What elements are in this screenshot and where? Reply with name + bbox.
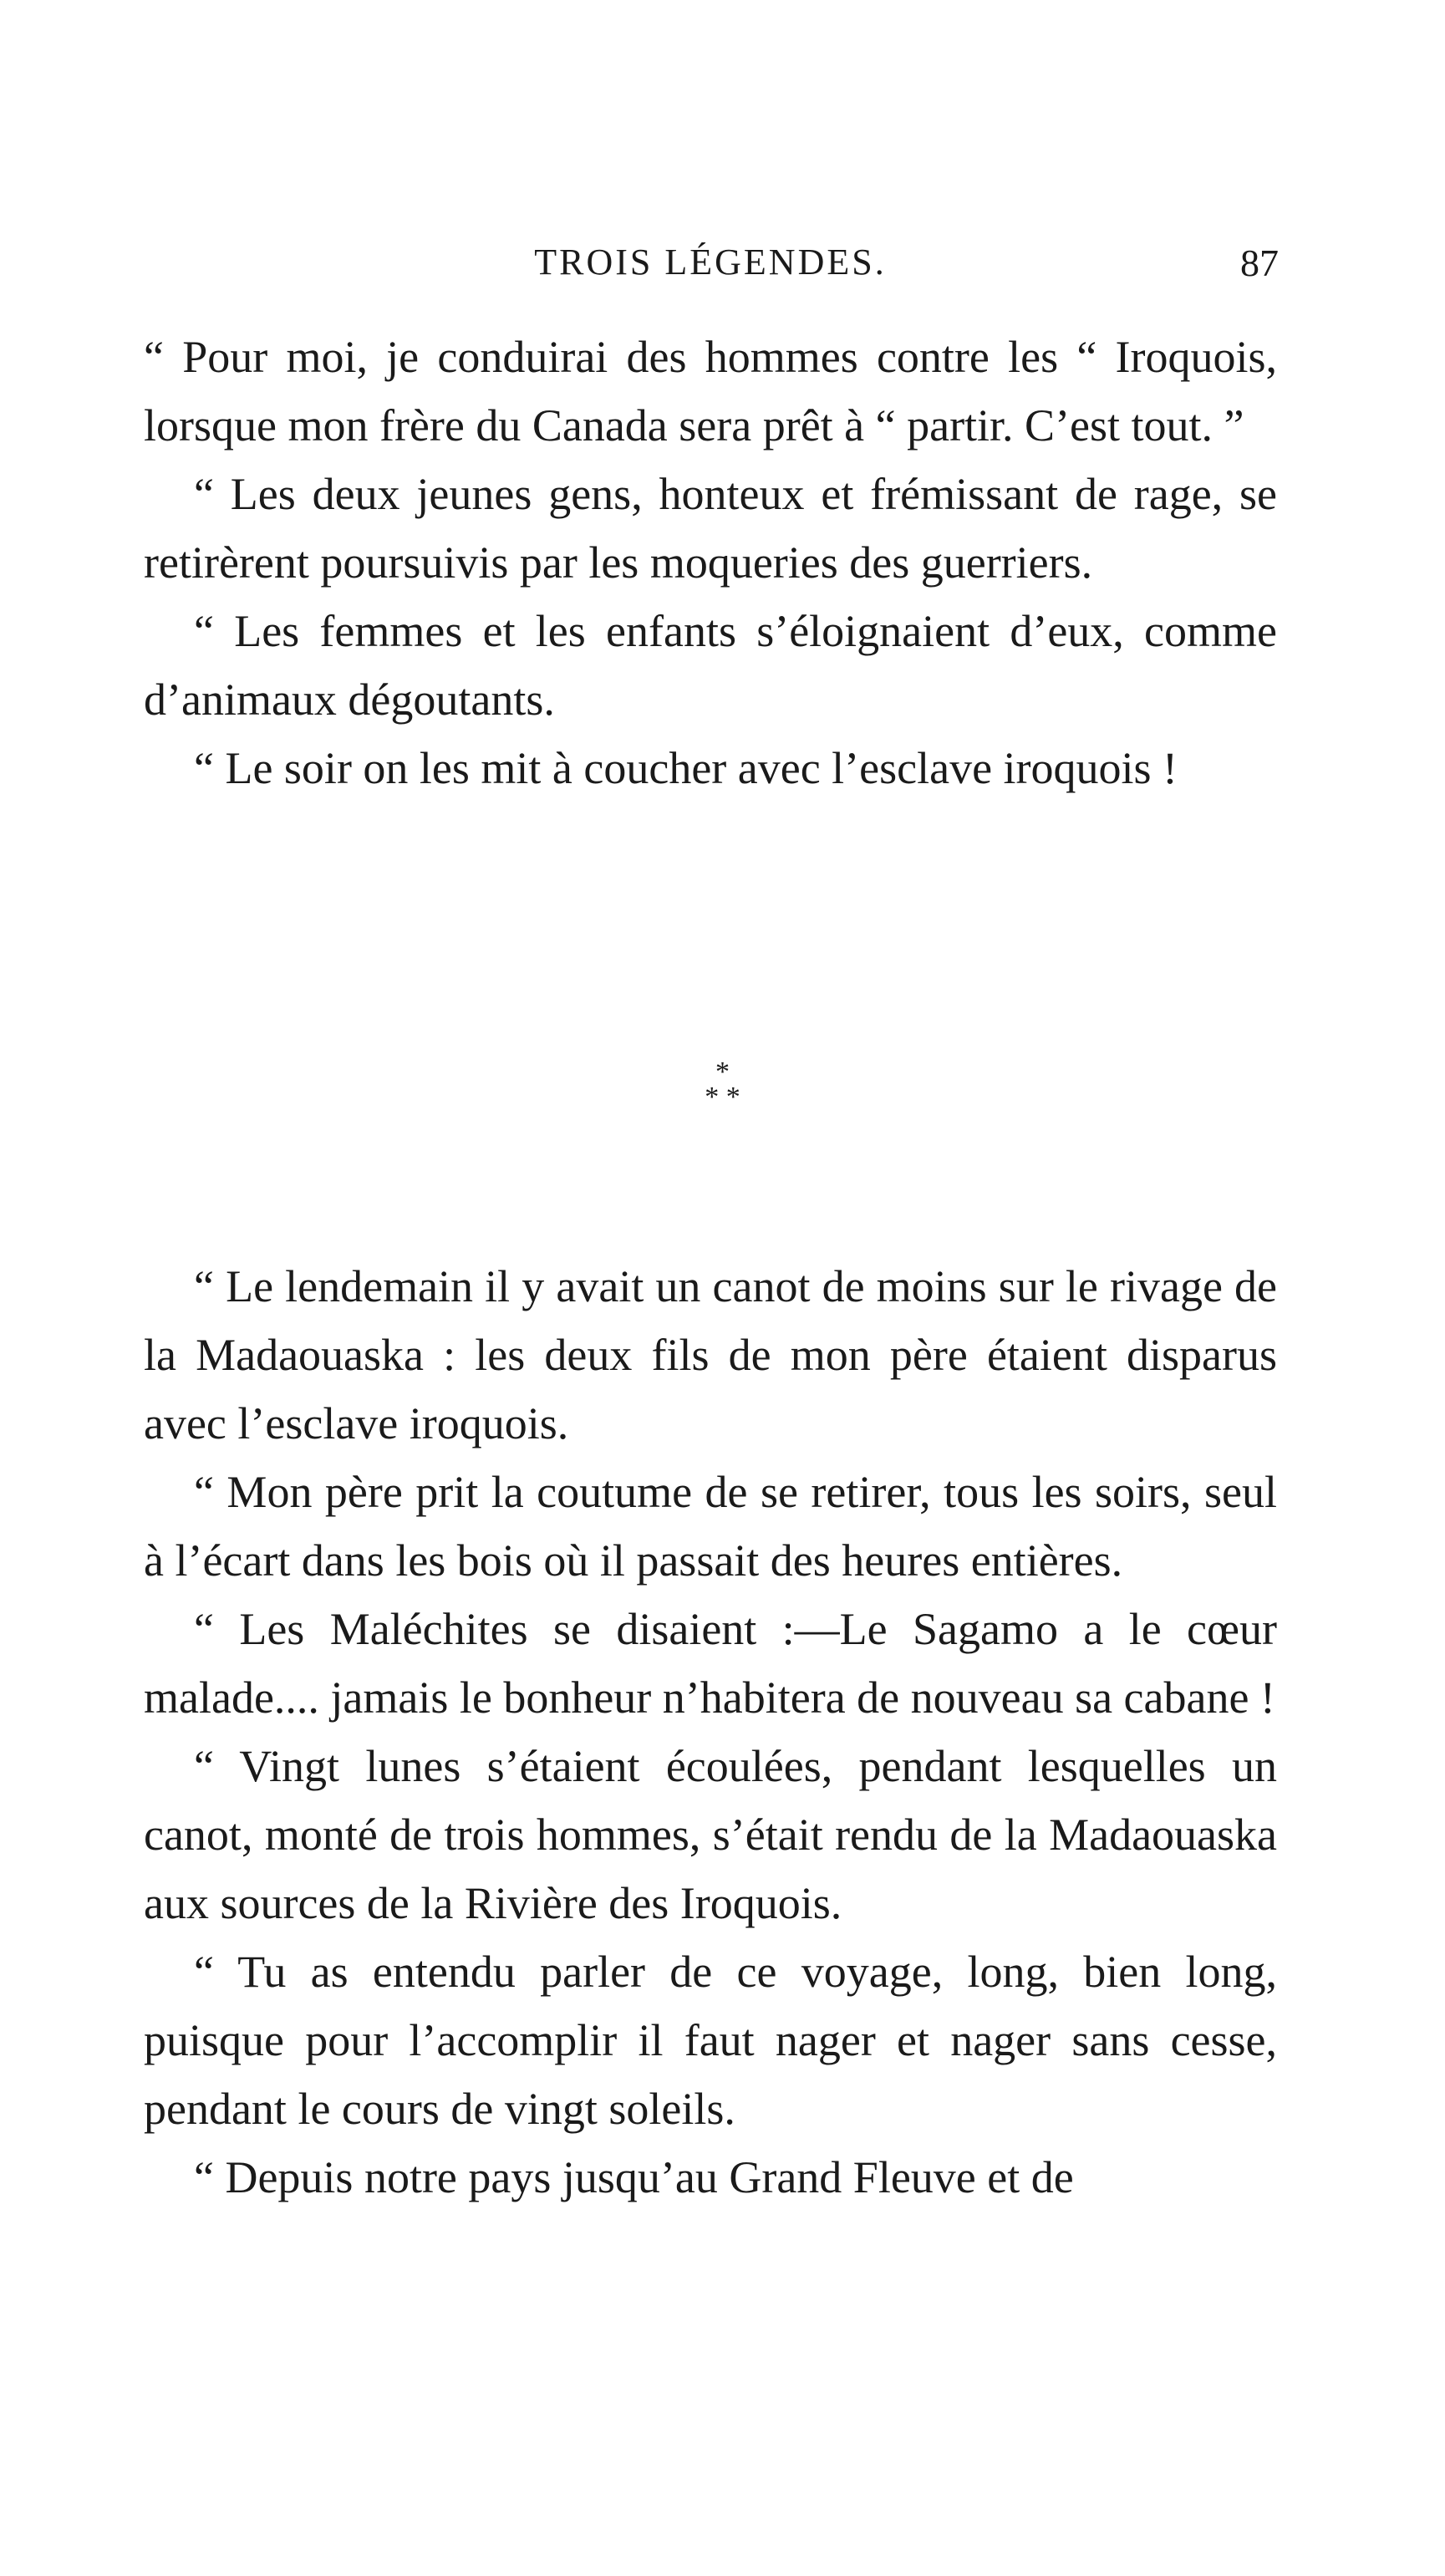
asterism-top-star: * <box>715 1056 730 1087</box>
section-separator-asterism <box>0 1056 1445 1112</box>
running-title: TROIS LÉGENDES. <box>534 242 887 283</box>
page-number: 87 <box>1240 242 1279 284</box>
paragraph: “ Vingt lunes s’étaient écoulées, pendant lesquelles un canot, monté de trois hommes, s’était rendu de la Madaouaska aux sources de la Rivière des Iroquois. <box>144 1741 1277 1928</box>
paragraph: “ Le lendemain il y avait un canot de moins sur le rivage de la Madaouaska : les deux fils de mon père étaient disparus avec l’esclave iroquois. <box>144 1261 1277 1448</box>
paragraph: “ Depuis notre pays jusqu’au Grand Fleuve et de <box>194 2152 1074 2202</box>
text-block-lower <box>144 1252 1277 2212</box>
paragraph: “ Mon père prit la coutume de se retirer, tous les soirs, seul à l’écart dans les bois où il passait des heures entières. <box>144 1467 1277 1586</box>
paragraph: “ Le soir on les mit à coucher avec l’esclave iroquois ! <box>194 743 1178 793</box>
paragraph: “ Tu as entendu parler de ce voyage, long, bien long, puisque pour l’accomplir il faut nager et nager sans cesse, pendant le cours de vingt soleils. <box>144 1947 1277 2134</box>
asterism-bottom-stars: * * <box>705 1082 740 1112</box>
paragraph: “ Les femmes et les enfants s’éloignaient d’eux, comme d’animaux dégoutants. <box>144 606 1277 725</box>
text-block-upper <box>144 323 1277 802</box>
paragraph: “ Pour moi, je conduirai des hommes contre les “ Iroquois, lorsque mon frère du Canada sera prêt à “ partir. C’est tout. ” <box>144 332 1277 451</box>
paragraph: “ Les deux jeunes gens, honteux et frémissant de rage, se retirèrent poursuivis par les moqueries des guerriers. <box>144 469 1277 588</box>
running-head <box>142 241 1279 291</box>
paragraph: “ Les Maléchites se disaient :—Le Sagamo a le cœur malade.... jamais le bonheur n’habitera de nouveau sa cabane ! <box>144 1604 1277 1723</box>
